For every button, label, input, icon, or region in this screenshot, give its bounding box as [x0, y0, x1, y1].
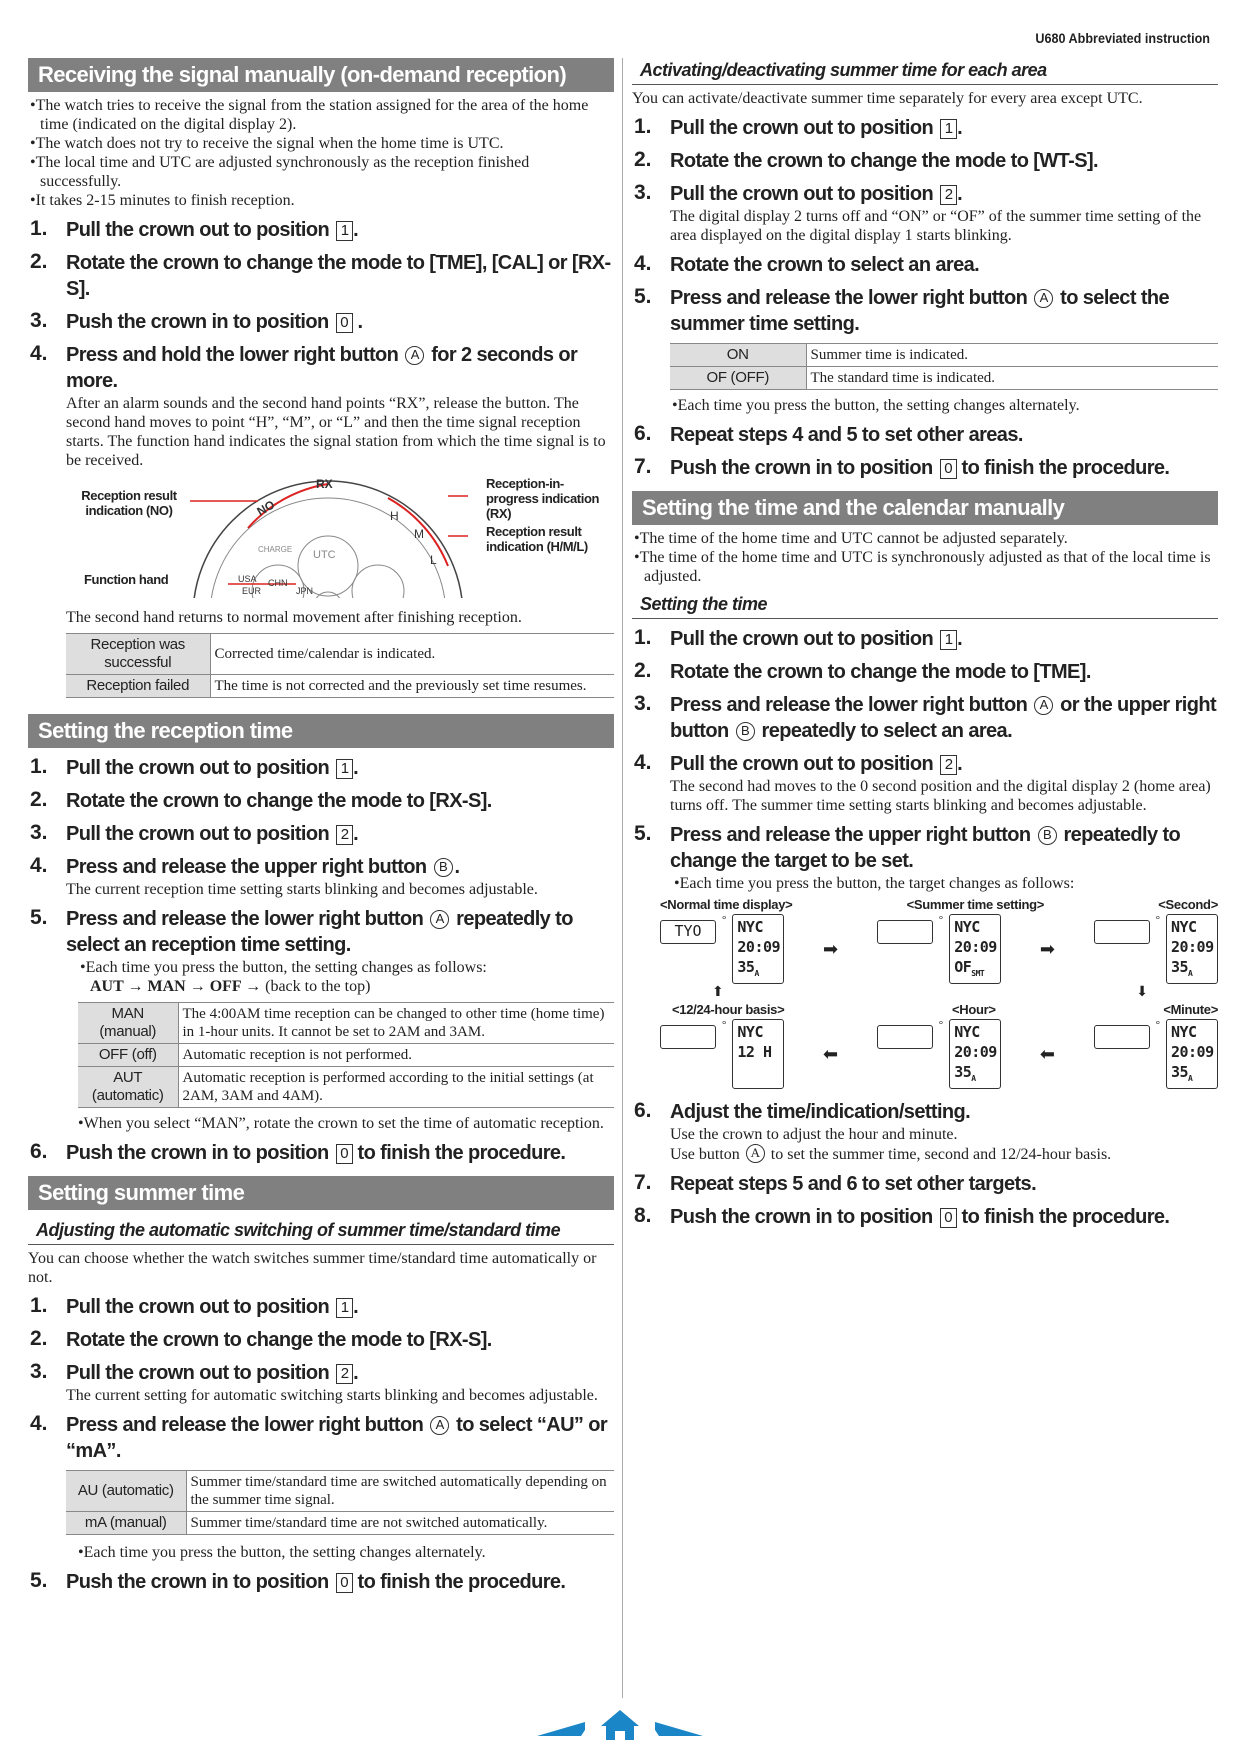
lcd-normal: TYO ° NYC 20:09 $35_A$	[660, 914, 784, 984]
position-box: 0	[940, 1208, 957, 1228]
position-box: 1	[336, 1298, 353, 1318]
position-box: 2	[336, 1364, 353, 1384]
step: 1. Pull the crown out to position 1 .	[634, 115, 963, 139]
position-box: 2	[940, 755, 957, 775]
next-page-icon[interactable]	[655, 1722, 703, 1736]
bullet: • Each time you press the button, the setting changes alternately.	[76, 1543, 614, 1562]
watch-dial-icon	[178, 476, 478, 606]
step: 4. Rotate the crown to select an area.	[634, 252, 980, 276]
position-box: 0	[336, 313, 353, 333]
intro-text: You can choose whether the watch switches summer time/standard time automatically or not.	[28, 1250, 597, 1286]
lcd-row-top	[660, 914, 1218, 984]
step: 1. Pull the crown out to position 1 .	[30, 217, 359, 241]
document-header: U680 Abbreviated instruction	[1035, 30, 1210, 46]
vertical-arrows	[712, 984, 1148, 1002]
bullet: • When you select “MAN”, rotate the crown to set the time of automatic reception.	[76, 1114, 614, 1133]
arrow-left-icon: ⬅	[823, 1043, 839, 1064]
step: 5. Press and release the lower right button A to select the summer time setting.	[634, 285, 1170, 335]
position-box: 1	[336, 759, 353, 779]
lcd-labels-top: <Normal time display> <Summer time setting> <Second>	[660, 897, 1218, 912]
step: 1. Pull the crown out to position 1 .	[30, 755, 359, 779]
dial-charge-text: CHARGE	[258, 545, 293, 554]
home-icon[interactable]	[601, 1710, 639, 1740]
step: 3. Press and release the lower right button A or the upper right button B repeatedly to select an area.	[634, 692, 1217, 742]
step: 2. Rotate the crown to change the mode to [TME], [CAL] or [RX-S].	[30, 250, 611, 300]
step: 1. Pull the crown out to position 1 .	[634, 626, 963, 650]
lcd-minute: ° NYC 20:09 $35_A$	[1094, 1019, 1218, 1089]
step: 4. Pull the crown out to position 2 .	[634, 751, 963, 775]
subsection-title: Activating/deactivating summer time for each area	[632, 58, 1218, 85]
arrow-right-icon: ➡	[823, 938, 839, 959]
arrow-down-icon: ⬇	[1136, 985, 1148, 1000]
section-title-manual-time: Setting the time and the calendar manually	[632, 491, 1218, 525]
step: 2. Rotate the crown to change the mode to [RX-S].	[30, 1327, 492, 1351]
arrow-up-icon: ⬆	[712, 985, 724, 1000]
position-box: 2	[940, 185, 957, 205]
reception-result-table: Reception was successful Corrected time/calendar is indicated. Reception failed The time is not corrected and the previously set time resumes.	[66, 633, 614, 698]
bullet: • The local time and UTC are adjusted synchronously as the reception finished successfully.	[28, 153, 614, 191]
bullet: • The time of the home time and UTC is synchronously adjusted as that of the local time is adjusted.	[632, 548, 1218, 586]
bullet: • Each time you press the button, the target changes as follows:	[672, 874, 1218, 893]
button-b-icon: B	[434, 858, 453, 877]
section-title-summer-time: Setting summer time	[28, 1176, 614, 1210]
step: 6. Push the crown in to position 0 to finish the procedure.	[30, 1140, 566, 1164]
dial-usa-text: USA	[238, 574, 257, 584]
dial-jpn-text: JPN	[296, 586, 314, 596]
label-rx: Reception-in-progress indication (RX)	[486, 476, 600, 521]
lcd-row-bottom	[660, 1019, 1218, 1089]
dial-m-text: M	[414, 527, 424, 541]
position-box: 1	[940, 119, 957, 139]
step: 8. Push the crown in to position 0 to finish the procedure.	[634, 1204, 1170, 1228]
step: 3. Pull the crown out to position 2 .	[634, 181, 963, 205]
arrow-right-icon: ➡	[1039, 938, 1055, 959]
position-box: 0	[940, 459, 957, 479]
button-a-icon: A	[746, 1144, 765, 1163]
step: 2. Rotate the crown to change the mode to [TME].	[634, 659, 1091, 683]
right-column	[632, 58, 1218, 1230]
button-b-icon: B	[736, 722, 755, 741]
label-no: Reception result indication (NO)	[81, 488, 177, 518]
step: 3. Pull the crown out to position 2 .	[30, 821, 359, 845]
button-b-icon: B	[1038, 826, 1057, 845]
step: 4. Press and release the lower right button A to select “AU” or “mA”.	[30, 1412, 608, 1462]
position-box: 0	[336, 1144, 353, 1164]
summer-area-table: ON Summer time is indicated. OF (OFF) The standard time is indicated.	[670, 343, 1218, 390]
bullet: • The watch does not try to receive the signal when the home time is UTC.	[28, 134, 614, 153]
after-reception-text: The second hand returns to normal movement after finishing reception.	[66, 609, 522, 626]
step-body: The current setting for automatic switching starts blinking and becomes adjustable.	[66, 1387, 598, 1404]
lcd-labels-bottom: <12/24-hour basis> <Hour> <Minute>	[672, 1002, 1218, 1017]
dial-utc-text: UTC	[313, 549, 336, 561]
section-title-on-demand: Receiving the signal manually (on-demand reception)	[28, 58, 614, 92]
bullet: • Each time you press the button, the setting changes alternately.	[670, 396, 1218, 415]
step: 7. Push the crown in to position 0 to finish the procedure.	[634, 455, 1170, 479]
dial-h-text: H	[390, 509, 399, 523]
bullet: • The time of the home time and UTC cannot be adjusted separately.	[632, 529, 1218, 548]
label-hml: Reception result indication (H/M/L)	[486, 524, 588, 554]
button-a-icon: A	[1034, 696, 1053, 715]
step: 7. Repeat steps 5 and 6 to set other targets.	[634, 1171, 1037, 1195]
step: 2. Rotate the crown to change the mode to [WT-S].	[634, 148, 1098, 172]
dial-chn-text: CHN	[268, 578, 288, 588]
intro-text: You can activate/deactivate summer time separately for every area except UTC.	[632, 90, 1143, 107]
step-body: After an alarm sounds and the second hand points “RX”, release the button. The second hand moves to point “H”, “M”, or “L” and then the time signal reception starts. The function hand indicates the signal station from which the time signal is to be received.	[66, 395, 606, 469]
step: 1. Pull the crown out to position 1 .	[30, 1294, 359, 1318]
button-a-icon: A	[430, 1416, 449, 1435]
button-a-icon: A	[405, 346, 424, 365]
dial-rx-text: RX	[316, 477, 333, 491]
bullet: • Each time you press the button, the setting changes as follows:	[78, 958, 614, 977]
bullet: • It takes 2-15 minutes to finish reception.	[28, 191, 614, 210]
lcd-hour: ° NYC 20:09 $35_A$	[877, 1019, 1001, 1089]
position-box: 1	[940, 630, 957, 650]
prev-page-icon[interactable]	[537, 1722, 585, 1736]
sequence-text: AUT → MAN → OFF → (back to the top)	[90, 978, 371, 995]
arrow-left-icon: ⬅	[1039, 1043, 1055, 1064]
step: 3. Pull the crown out to position 2 .	[30, 1360, 359, 1384]
position-box: 1	[336, 221, 353, 241]
position-box: 2	[336, 825, 353, 845]
dial-eur-text: EUR	[242, 586, 262, 596]
lcd-12-24: ° NYC 12 H	[660, 1019, 784, 1089]
dial-no-text: NO	[254, 497, 278, 519]
step: 2. Rotate the crown to change the mode to [RX-S].	[30, 788, 492, 812]
button-a-icon: A	[430, 910, 449, 929]
step: 4. Press and release the upper right button B .	[30, 854, 460, 878]
label-function-hand: Function hand	[84, 572, 169, 587]
summer-switch-table: AU (automatic) Summer time/standard time are switched automatically depending on the summer time signal. mA (manual) Summer time/standard time are not switched automatically.	[66, 1470, 614, 1535]
button-a-icon: A	[1034, 289, 1053, 308]
watch-dial-diagram	[28, 476, 614, 606]
page-navigation	[0, 1704, 1240, 1744]
step: 3. Push the crown in to position 0 .	[30, 309, 363, 333]
position-box: 0	[336, 1573, 353, 1593]
reception-time-table: MAN (manual) The 4:00AM time reception can be changed to other time (home time) in 1-hour units. It cannot be set to 2AM and 3AM. OFF (off) Automatic reception is not performed. AUT (automatic) Automatic reception is performed according to the initial settings (at 2AM, 3AM and 4AM).	[78, 1002, 614, 1108]
subsection-title: Setting the time	[632, 592, 1218, 619]
step-body: The digital display 2 turns off and “ON” or “OF” of the summer time setting of the area displayed on the digital display 1 starts blinking.	[670, 208, 1202, 244]
step: 4. Press and hold the lower right button A for 2 seconds or more.	[30, 342, 578, 392]
dial-l-text: L	[430, 553, 437, 567]
section-title-reception-time: Setting the reception time	[28, 714, 614, 748]
bullet: • The watch tries to receive the signal from the station assigned for the area of the home time (indicated on the digital display 2).	[28, 96, 614, 134]
step: 5. Press and release the lower right button A repeatedly to select an reception time setting.	[30, 906, 573, 956]
step-body: The second had moves to the 0 second position and the digital display 2 (home area) turns off. The summer time setting starts blinking and becomes adjustable.	[670, 778, 1211, 814]
lcd-summer: ° NYC 20:09 $OF_{SMT}$	[877, 914, 1001, 984]
step-body: The current reception time setting starts blinking and becomes adjustable.	[66, 881, 538, 898]
step-body: Use the crown to adjust the hour and minute.	[670, 1126, 958, 1143]
step: 5. Press and release the upper right button B repeatedly to change the target to be set.	[634, 822, 1181, 872]
left-column	[28, 58, 614, 1595]
column-divider	[622, 58, 623, 1698]
subsection-title: Adjusting the automatic switching of summer time/standard time	[28, 1218, 614, 1245]
step: 6. Repeat steps 4 and 5 to set other areas.	[634, 422, 1023, 446]
step: 6. Adjust the time/indication/setting.	[634, 1099, 971, 1123]
step: 5. Push the crown in to position 0 to finish the procedure.	[30, 1569, 566, 1593]
nav-icons	[535, 1704, 705, 1744]
lcd-second: ° NYC 20:09 $35_A$	[1094, 914, 1218, 984]
step-body: Use button A to set the summer time, second and 12/24-hour basis.	[670, 1145, 1112, 1163]
